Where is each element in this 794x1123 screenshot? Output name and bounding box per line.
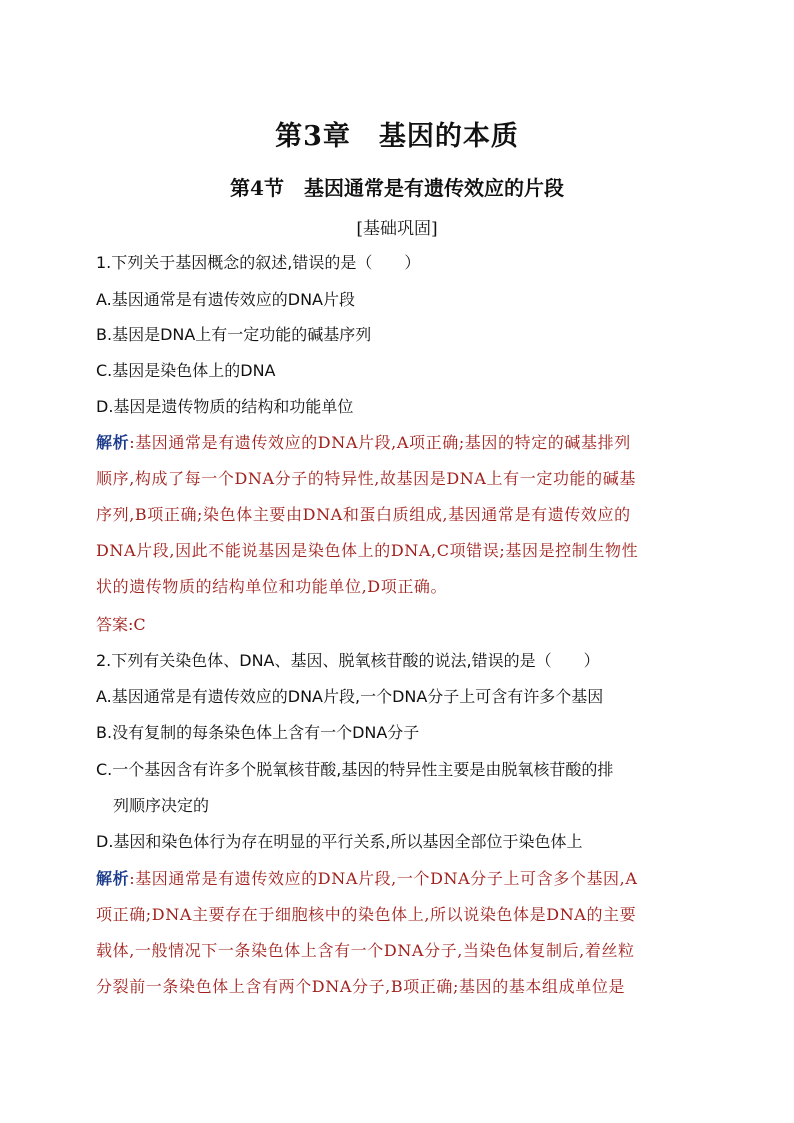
question-1-option-a: A.基因通常是有遗传效应的DNA片段	[96, 290, 355, 309]
question-1-analysis-line-1	[96, 433, 631, 453]
question-1-analysis-line-4: DNA片段,因此不能说基因是染色体上的DNA,C项错误;基因是控制生物性	[96, 541, 639, 560]
analysis-label: 解析	[96, 433, 130, 452]
section-title: 第4节 基因通常是有遗传效应的片段	[230, 176, 564, 200]
question-1-option-d: D.基因是遗传物质的结构和功能单位	[96, 397, 354, 416]
question-2-option-b: B.没有复制的每条染色体上含有一个DNA分子	[96, 723, 420, 742]
question-2-analysis-line-3: 载体,一般情况下一条染色体上含有一个DNA分子,当染色体复制后,着丝粒	[96, 941, 635, 960]
analysis-text: :基因通常是有遗传效应的DNA片段,一个DNA分子上可含多个基因,A	[129, 869, 638, 888]
question-1-answer	[96, 615, 146, 635]
analysis-text: :基因通常是有遗传效应的DNA片段,A项正确;基因的特定的碱基排列	[129, 433, 631, 452]
question-1-analysis-line-5: 状的遗传物质的结构单位和功能单位,D项正确。	[96, 577, 448, 596]
question-1-stem: 1.下列关于基因概念的叙述,错误的是（ ）	[96, 253, 421, 272]
question-1-option-b: B.基因是DNA上有一定功能的碱基序列	[96, 325, 372, 344]
question-2-analysis-line-1	[96, 869, 638, 889]
question-2-option-c-continued: 列顺序决定的	[113, 796, 210, 815]
question-2-option-d: D.基因和染色体行为存在明显的平行关系,所以基因全部位于染色体上	[96, 832, 583, 851]
question-1-analysis-line-3: 序列,B项正确;染色体主要由DNA和蛋白质组成,基因通常是有遗传效应的	[96, 505, 631, 524]
question-2-analysis-line-4: 分裂前一条染色体上含有两个DNA分子,B项正确;基因的基本组成单位是	[96, 977, 626, 996]
section-subheading: [基础巩固]	[356, 219, 438, 239]
question-2-analysis-line-2: 项正确;DNA主要存在于细胞核中的染色体上,所以说染色体是DNA的主要	[96, 905, 637, 924]
answer-value: :C	[128, 615, 146, 634]
analysis-label: 解析	[96, 869, 130, 888]
question-1-analysis-line-2: 顺序,构成了每一个DNA分子的特异性,故基因是DNA上有一定功能的碱基	[96, 469, 636, 488]
question-1-option-c: C.基因是染色体上的DNA	[96, 361, 276, 380]
question-2-option-a: A.基因通常是有遗传效应的DNA片段,一个DNA分子上可含有许多个基因	[96, 687, 604, 706]
chapter-title: 第3章 基因的本质	[275, 121, 519, 152]
question-2-stem: 2.下列有关染色体、DNA、基因、脱氧核苷酸的说法,错误的是（ ）	[96, 651, 600, 670]
question-2-option-c: C.一个基因含有许多个脱氧核苷酸,基因的特异性主要是由脱氧核苷酸的排	[96, 760, 614, 779]
answer-label: 答案	[96, 615, 129, 634]
